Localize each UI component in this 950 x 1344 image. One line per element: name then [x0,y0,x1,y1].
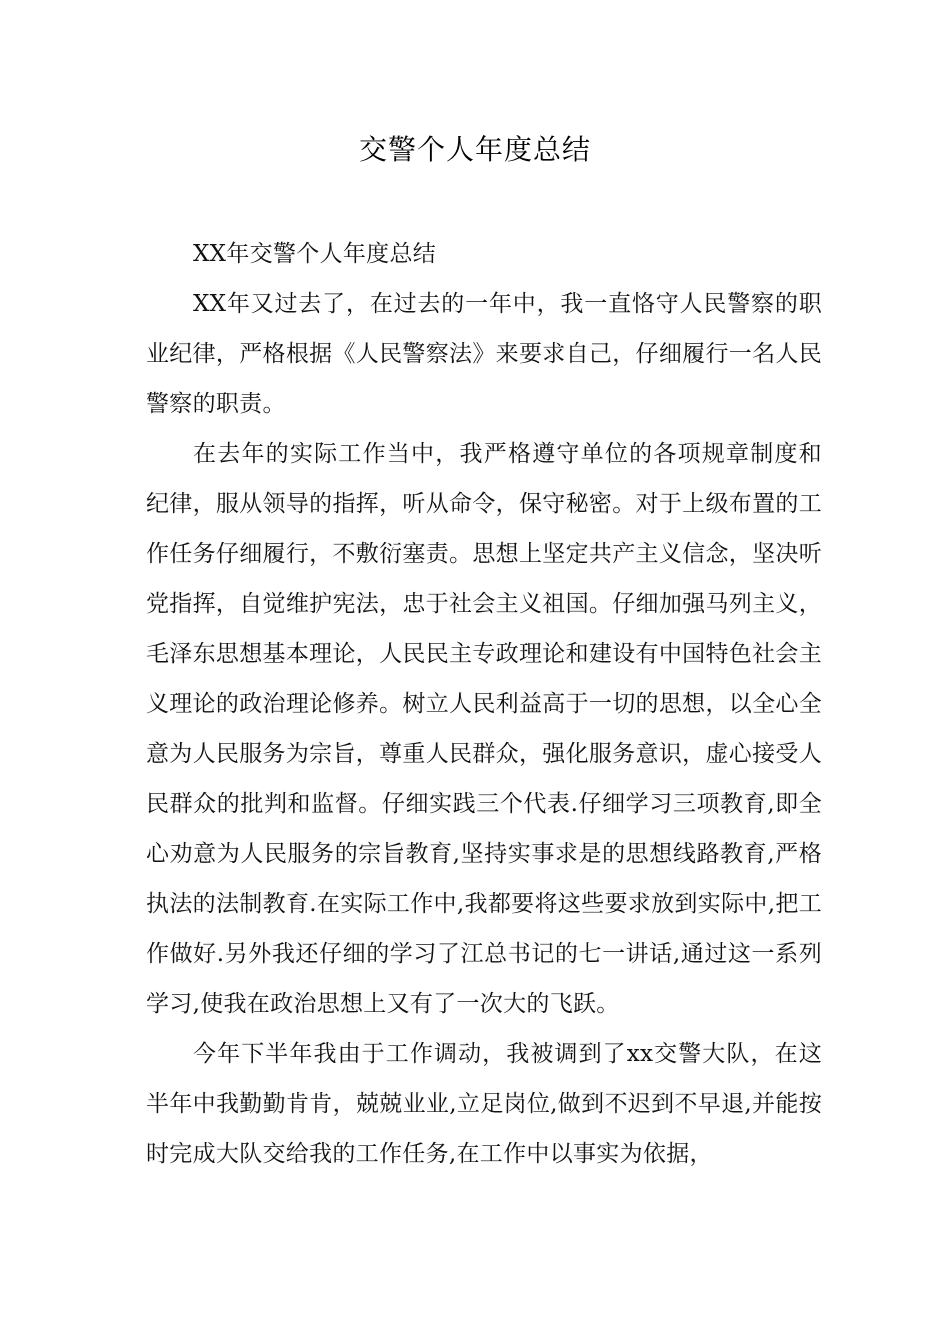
paragraph: 今年下半年我由于工作调动，我被调到了xx交警大队，在这半年中我勤勤肯肯，兢兢业业,立足岗位,做到不迟到不早退,并能按时完成大队交给我的工作任务,在工作中以事实为依据， [146,1041,822,1167]
paragraph-heading: XX年交警个人年度总结 [193,241,437,267]
paragraph: 在去年的实际工作当中，我严格遵守单位的各项规章制度和纪律，服从领导的指挥，听从命令，保守秘密。对于上级布置的工作任务仔细履行，不敷衍塞责。思想上坚定共产主义信念，坚决听党指挥，自觉维护宪法，忠于社会主义祖国。仔细加强马列主义，毛泽东思想基本理论，人民民主专政理论和建设有中国特色社会主义理论的政治理论修养。树立人民利益高于一切的思想，以全心全意为人民服务为宗旨，尊重人民群众，强化服务意识，虚心接受人民群众的批判和监督。仔细实践三个代表.仔细学习三项教育,即全心劝意为人民服务的宗旨教育,坚持实事求是的思想线路教育,严格执法的法制教育.在实际工作中,我都要将这些要求放到实际中,把工作做好.另外我还仔细的学习了江总书记的七一讲话,通过这一系列学习,使我在政治思想上又有了一次大的飞跃。 [146,441,822,1017]
document-title: 交警个人年度总结 [358,133,591,166]
paragraph: XX年又过去了，在过去的一年中，我一直恪守人民警察的职业纪律，严格根据《人民警察法》来要求自己，仔细履行一名人民警察的职责。 [146,291,822,417]
document-body [146,229,822,1179]
